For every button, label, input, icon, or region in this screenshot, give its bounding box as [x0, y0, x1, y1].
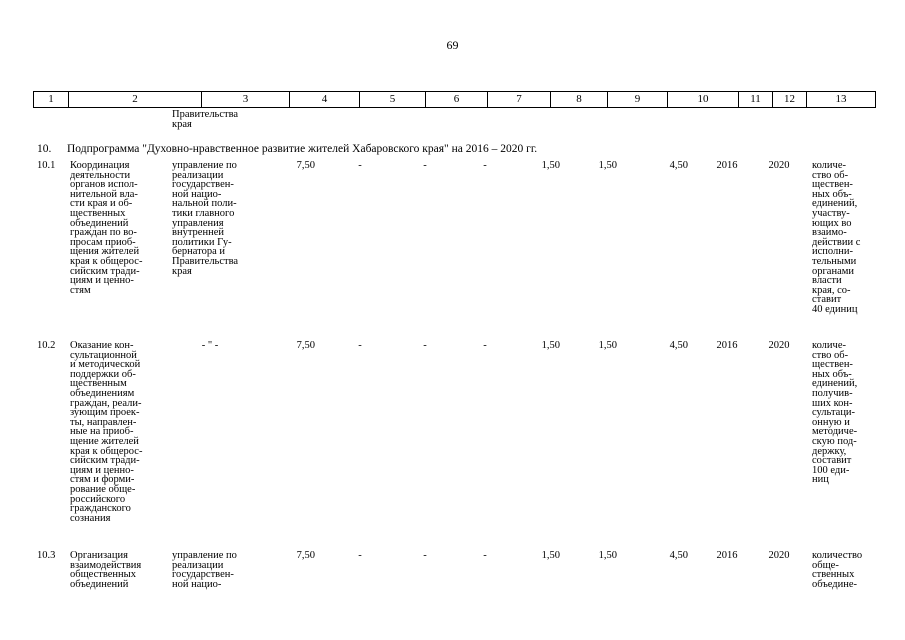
row-indicator: количество обще- ственных объедине-: [812, 550, 863, 590]
row-name: Организация взаимодействия общественных объединений: [70, 550, 142, 590]
row-executor: управление по реализации государствен- ной нацио- нальной поли- тики главного управления внутренней политики Гу- бернатора и Правительства края: [172, 160, 239, 277]
header-cell-5: 5: [360, 92, 426, 107]
row-indicator: количе- ство об- ществен- ных объ- единений, участву- ющих во взаимо- действии с исполни- тельными органами власти края, со- ставит 40 единиц: [812, 160, 861, 315]
header-cell-11: 11: [739, 92, 773, 107]
row-executor: управление по реализации государствен- ной нацио-: [172, 550, 237, 590]
row-col6: -: [423, 550, 427, 561]
row-code: 10.1: [37, 160, 56, 171]
row-indicator: количе- ство об- ществен- ных объ- единений, получив- ших кон- сультаци- онную и методиче- скую под- держку, составит 100 еди- ниц: [812, 340, 858, 486]
row-end-year: 2020: [768, 160, 790, 171]
row-col9: 1,50: [598, 550, 617, 561]
header-cell-8: 8: [551, 92, 608, 107]
row-code: 10.3: [37, 550, 56, 561]
row-col10: 4,50: [669, 340, 688, 351]
row-col8: 1,50: [541, 550, 560, 561]
row-total: 7,50: [296, 340, 315, 351]
header-cell-2: 2: [69, 92, 202, 107]
row-name: Координация деятельности органов испол- нительной вла- сти края и об- щественных объединений граждан по во- просам приоб- щения жителей края к общерос- сийским тради- циям и ценно- стям: [70, 160, 143, 296]
row-col8: 1,50: [541, 340, 560, 351]
header-cell-3: 3: [202, 92, 290, 107]
row-col10: 4,50: [669, 160, 688, 171]
row-start-year: 2016: [716, 550, 738, 561]
row-total: 7,50: [296, 550, 315, 561]
section-code: 10.: [37, 143, 52, 155]
row-end-year: 2020: [768, 340, 790, 351]
row-col8: 1,50: [541, 160, 560, 171]
row-col6: -: [423, 340, 427, 351]
section-title: [37, 143, 537, 155]
row-col5: -: [358, 550, 362, 561]
header-cell-6: 6: [426, 92, 488, 107]
row-col5: -: [358, 340, 362, 351]
section-title-text: Подпрограмма "Духовно-нравственное развитие жителей Хабаровского края" на 2016 – 2020 гг.: [67, 143, 538, 155]
header-cell-12: 12: [773, 92, 807, 107]
row-col7: -: [483, 340, 487, 351]
header-cell-13: 13: [835, 93, 847, 105]
row-end-year: 2020: [768, 550, 790, 561]
row-executor: - " -: [201, 340, 219, 351]
row-col7: -: [483, 550, 487, 561]
previous-row-tail: Правительства края: [172, 109, 239, 130]
header-cell-9: 9: [608, 92, 668, 107]
page-number: 69: [446, 38, 459, 52]
row-col7: -: [483, 160, 487, 171]
row-col10: 4,50: [669, 550, 688, 561]
row-start-year: 2016: [716, 160, 738, 171]
table-header-row: [33, 91, 876, 108]
row-col9: 1,50: [598, 160, 617, 171]
header-cell-4: 4: [290, 92, 360, 107]
header-cell-10: 10: [668, 92, 739, 107]
row-total: 7,50: [296, 160, 315, 171]
row-col9: 1,50: [598, 340, 617, 351]
row-start-year: 2016: [716, 340, 738, 351]
row-name: Оказание кон- сультационной и методической поддержки об- щественным объединениям граждан, реали- зующим проек- ты, направлен- ные на приоб- щение жителей края к общерос- сийским тради- циям и ценно- стям и форми- рование обще- российского гражданского сознания: [70, 340, 143, 524]
header-cell-7: 7: [488, 92, 551, 107]
row-col5: -: [358, 160, 362, 171]
row-code: 10.2: [37, 340, 56, 351]
header-cell-1: 1: [34, 92, 69, 107]
row-col6: -: [423, 160, 427, 171]
